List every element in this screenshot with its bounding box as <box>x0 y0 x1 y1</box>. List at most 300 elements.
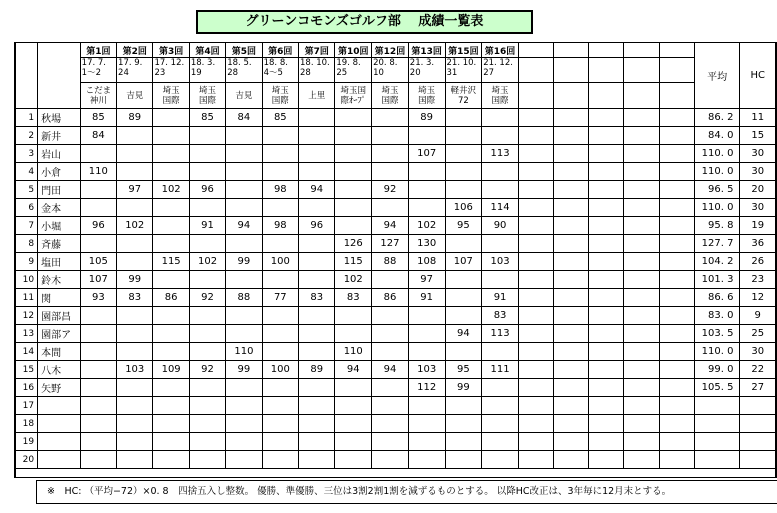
score-cell: 77 <box>262 289 298 307</box>
score-cell <box>299 235 335 253</box>
player-name: 岩山 <box>38 145 81 163</box>
score-cell <box>153 163 189 181</box>
player-hc: 26 <box>740 253 776 271</box>
score-cell <box>226 325 262 343</box>
venue-line: 国際 <box>491 95 509 106</box>
empty-score-cell <box>518 109 553 127</box>
empty-score-cell <box>554 181 589 199</box>
score-cell <box>445 451 482 469</box>
score-cell <box>335 433 372 451</box>
score-cell: 107 <box>445 253 482 271</box>
score-cell <box>226 415 262 433</box>
score-cell <box>117 451 153 469</box>
empty-venue-cell <box>518 83 553 109</box>
empty-score-cell <box>624 415 659 433</box>
venue-line: 国際 <box>199 95 217 106</box>
score-cell: 91 <box>189 217 225 235</box>
empty-score-cell <box>589 433 624 451</box>
round-venue <box>335 83 372 109</box>
player-row <box>15 361 776 379</box>
score-cell <box>117 253 153 271</box>
score-cell <box>335 451 372 469</box>
player-hc: 12 <box>740 289 776 307</box>
player-number: 5 <box>15 181 38 199</box>
date-line: 21. 3. <box>409 58 435 68</box>
player-row <box>15 325 776 343</box>
score-cell: 110 <box>226 343 262 361</box>
score-cell <box>482 451 519 469</box>
score-cell: 86 <box>153 289 189 307</box>
score-cell: 86 <box>372 289 409 307</box>
empty-score-cell <box>518 235 553 253</box>
score-cell <box>445 343 482 361</box>
score-cell <box>408 199 445 217</box>
score-cell: 108 <box>408 253 445 271</box>
score-cell: 84 <box>80 127 116 145</box>
score-cell: 92 <box>372 181 409 199</box>
score-cell <box>153 415 189 433</box>
score-cell: 83 <box>117 289 153 307</box>
player-average: 127. 7 <box>694 235 740 253</box>
player-number: 1 <box>15 109 38 127</box>
score-cell <box>445 433 482 451</box>
empty-score-cell <box>624 253 659 271</box>
score-cell <box>153 145 189 163</box>
player-average: 110. 0 <box>694 343 740 361</box>
player-hc: 27 <box>740 379 776 397</box>
score-cell <box>262 397 298 415</box>
score-cell <box>372 379 409 397</box>
player-name: 小倉 <box>38 163 81 181</box>
date-line: 19. 8. <box>336 58 361 68</box>
score-cell <box>372 163 409 181</box>
round-date <box>335 58 372 83</box>
date-line: 31 <box>446 68 458 78</box>
player-average: 105. 5 <box>694 379 740 397</box>
empty-round-cell <box>554 43 589 58</box>
score-cell <box>80 181 116 199</box>
empty-score-cell <box>554 271 589 289</box>
score-cell <box>189 199 225 217</box>
round-venue <box>153 83 189 109</box>
score-cell: 102 <box>335 271 372 289</box>
empty-score-cell <box>659 397 694 415</box>
score-cell <box>372 127 409 145</box>
score-cell <box>153 379 189 397</box>
empty-score-cell <box>518 397 553 415</box>
player-row <box>15 109 776 127</box>
player-hc: 15 <box>740 127 776 145</box>
score-cell <box>482 415 519 433</box>
round-venue <box>226 83 262 109</box>
round-label: 第3回 <box>153 43 189 58</box>
player-number: 3 <box>15 145 38 163</box>
score-cell <box>262 379 298 397</box>
score-cell <box>117 145 153 163</box>
empty-score-cell <box>659 415 694 433</box>
venue-line: 上里 <box>308 90 326 101</box>
venue-line: 72 <box>457 95 469 106</box>
player-row <box>15 163 776 181</box>
score-cell <box>189 397 225 415</box>
date-line: 1〜2 <box>81 68 101 78</box>
date-line: 28 <box>227 68 239 78</box>
player-average: 84. 0 <box>694 127 740 145</box>
score-cell <box>189 343 225 361</box>
player-name: 斉藤 <box>38 235 81 253</box>
date-line: 21. 12. <box>483 58 513 68</box>
empty-score-cell <box>589 397 624 415</box>
empty-score-cell <box>589 181 624 199</box>
score-cell: 85 <box>262 109 298 127</box>
round-venue <box>372 83 409 109</box>
player-row <box>15 199 776 217</box>
score-cell <box>189 307 225 325</box>
venue-line: 埼玉 <box>491 85 509 96</box>
empty-score-cell <box>554 289 589 307</box>
score-cell <box>445 145 482 163</box>
empty-score-cell <box>624 379 659 397</box>
score-cell <box>262 307 298 325</box>
score-cell: 83 <box>482 307 519 325</box>
round-venue <box>189 83 225 109</box>
player-hc <box>740 433 776 451</box>
score-cell <box>189 163 225 181</box>
player-number: 10 <box>15 271 38 289</box>
player-name: 本間 <box>38 343 81 361</box>
player-hc: 9 <box>740 307 776 325</box>
score-cell <box>372 325 409 343</box>
player-row <box>15 235 776 253</box>
player-row <box>15 217 776 235</box>
empty-score-cell <box>624 433 659 451</box>
date-line: 19 <box>190 68 202 78</box>
empty-score-cell <box>589 253 624 271</box>
score-cell <box>408 181 445 199</box>
score-cell <box>189 433 225 451</box>
player-name: 関 <box>38 289 81 307</box>
score-cell <box>226 451 262 469</box>
player-row <box>15 433 776 451</box>
player-average <box>694 451 740 469</box>
score-cell <box>299 379 335 397</box>
empty-score-cell <box>589 235 624 253</box>
player-row <box>15 271 776 289</box>
score-cell <box>262 163 298 181</box>
score-cell: 95 <box>445 217 482 235</box>
score-cell <box>117 343 153 361</box>
empty-round-cell <box>659 43 694 58</box>
empty-score-cell <box>589 361 624 379</box>
score-cell <box>335 163 372 181</box>
round-venue <box>80 83 116 109</box>
player-row <box>15 397 776 415</box>
venue-line: 国際 <box>271 95 289 106</box>
empty-score-cell <box>518 145 553 163</box>
venue-line: 国際 <box>162 95 180 106</box>
score-cell <box>80 361 116 379</box>
score-cell <box>226 307 262 325</box>
score-cell: 99 <box>117 271 153 289</box>
score-cell <box>262 127 298 145</box>
player-name <box>38 415 81 433</box>
venue-line: 埼玉 <box>381 85 399 96</box>
player-row <box>15 379 776 397</box>
score-cell <box>482 397 519 415</box>
score-table <box>14 42 777 478</box>
score-cell <box>372 433 409 451</box>
empty-round-cell <box>518 43 553 58</box>
player-row <box>15 307 776 325</box>
empty-score-cell <box>518 451 553 469</box>
player-name <box>38 433 81 451</box>
score-cell <box>226 199 262 217</box>
score-cell: 98 <box>262 181 298 199</box>
empty-score-cell <box>518 361 553 379</box>
score-cell: 94 <box>372 217 409 235</box>
empty-score-cell <box>659 163 694 181</box>
empty-round-cell <box>624 43 659 58</box>
empty-score-cell <box>554 199 589 217</box>
venue-line: 埼玉 <box>199 85 217 96</box>
date-line: 10 <box>373 68 384 78</box>
score-cell: 96 <box>299 217 335 235</box>
score-cell <box>80 145 116 163</box>
empty-score-cell <box>518 325 553 343</box>
round-label: 第10回 <box>335 43 372 58</box>
round-label: 第15回 <box>445 43 482 58</box>
empty-score-cell <box>624 181 659 199</box>
player-average: 110. 0 <box>694 145 740 163</box>
score-cell: 102 <box>189 253 225 271</box>
score-cell <box>372 307 409 325</box>
score-cell <box>482 127 519 145</box>
score-cell <box>80 199 116 217</box>
player-number: 19 <box>15 433 38 451</box>
score-cell: 89 <box>299 361 335 379</box>
player-name: 八木 <box>38 361 81 379</box>
score-cell: 113 <box>482 325 519 343</box>
empty-score-cell <box>518 217 553 235</box>
empty-score-cell <box>624 325 659 343</box>
score-cell <box>117 433 153 451</box>
player-name: 秋場 <box>38 109 81 127</box>
score-cell: 115 <box>335 253 372 271</box>
venue-line: 国際 <box>418 95 436 106</box>
empty-score-cell <box>518 253 553 271</box>
score-cell: 84 <box>226 109 262 127</box>
score-cell <box>226 397 262 415</box>
player-number: 2 <box>15 127 38 145</box>
player-average: 95. 8 <box>694 217 740 235</box>
round-venue <box>482 83 519 109</box>
score-cell <box>80 235 116 253</box>
player-average: 86. 6 <box>694 289 740 307</box>
score-cell: 99 <box>445 379 482 397</box>
score-cell <box>445 127 482 145</box>
score-cell: 126 <box>335 235 372 253</box>
round-label: 第2回 <box>117 43 153 58</box>
empty-score-cell <box>659 109 694 127</box>
player-name: 新井 <box>38 127 81 145</box>
score-cell <box>335 145 372 163</box>
score-cell <box>226 235 262 253</box>
player-row <box>15 451 776 469</box>
empty-score-cell <box>518 199 553 217</box>
score-cell: 107 <box>408 145 445 163</box>
score-cell <box>445 163 482 181</box>
round-date <box>226 58 262 83</box>
date-line: 17. 7. <box>81 58 106 68</box>
player-average <box>694 397 740 415</box>
empty-score-cell <box>554 379 589 397</box>
player-average: 103. 5 <box>694 325 740 343</box>
venue-line: 吉見 <box>126 90 144 101</box>
score-cell: 83 <box>299 289 335 307</box>
player-name: 小堀 <box>38 217 81 235</box>
score-cell <box>117 415 153 433</box>
empty-score-cell <box>554 163 589 181</box>
score-cell <box>80 307 116 325</box>
score-cell <box>80 415 116 433</box>
empty-score-cell <box>624 163 659 181</box>
score-cell <box>80 451 116 469</box>
empty-score-cell <box>659 271 694 289</box>
score-cell <box>335 217 372 235</box>
date-line: 4〜5 <box>263 68 283 78</box>
round-label: 第12回 <box>372 43 409 58</box>
player-number: 9 <box>15 253 38 271</box>
player-average: 83. 0 <box>694 307 740 325</box>
score-cell <box>153 343 189 361</box>
player-number: 6 <box>15 199 38 217</box>
empty-score-cell <box>624 307 659 325</box>
player-number: 13 <box>15 325 38 343</box>
score-cell <box>482 271 519 289</box>
round-label: 第7回 <box>299 43 335 58</box>
page-title: グリーンコモンズゴルフ部 成績一覧表 <box>196 10 533 34</box>
score-cell <box>189 379 225 397</box>
player-name <box>38 451 81 469</box>
round-date <box>80 58 116 83</box>
empty-venue-cell <box>554 83 589 109</box>
score-cell <box>335 379 372 397</box>
player-average: 110. 0 <box>694 199 740 217</box>
round-venue <box>408 83 445 109</box>
player-number: 20 <box>15 451 38 469</box>
venue-line: 埼玉国 <box>340 85 366 96</box>
empty-score-cell <box>659 361 694 379</box>
player-number: 15 <box>15 361 38 379</box>
round-venue <box>445 83 482 109</box>
score-cell: 112 <box>408 379 445 397</box>
score-cell: 94 <box>335 361 372 379</box>
score-cell <box>299 127 335 145</box>
player-hc: 30 <box>740 343 776 361</box>
round-venue <box>299 83 335 109</box>
date-line: 23 <box>154 68 166 78</box>
empty-score-cell <box>659 379 694 397</box>
corner-cell <box>15 43 38 109</box>
score-cell <box>226 145 262 163</box>
spacer-cell <box>15 469 776 478</box>
round-date <box>117 58 153 83</box>
score-cell <box>372 145 409 163</box>
player-row <box>15 343 776 361</box>
score-cell <box>299 307 335 325</box>
player-average: 99. 0 <box>694 361 740 379</box>
score-cell <box>189 415 225 433</box>
empty-score-cell <box>589 271 624 289</box>
date-line: 18. 3. <box>190 58 216 68</box>
score-cell <box>226 127 262 145</box>
empty-score-cell <box>554 451 589 469</box>
score-cell <box>262 235 298 253</box>
round-label: 第4回 <box>189 43 225 58</box>
player-number: 14 <box>15 343 38 361</box>
empty-date-cell <box>589 58 624 83</box>
empty-score-cell <box>624 217 659 235</box>
score-cell: 89 <box>117 109 153 127</box>
player-name: 金本 <box>38 199 81 217</box>
score-cell <box>335 127 372 145</box>
player-number: 12 <box>15 307 38 325</box>
date-line: 18. 8. <box>263 58 288 68</box>
score-cell <box>445 181 482 199</box>
player-hc: 19 <box>740 217 776 235</box>
venue-line: 埼玉 <box>162 85 180 96</box>
score-cell <box>299 163 335 181</box>
score-cell <box>408 127 445 145</box>
date-line: 24 <box>118 68 129 78</box>
score-cell: 99 <box>226 361 262 379</box>
score-cell: 110 <box>80 163 116 181</box>
date-line: 28 <box>300 68 311 78</box>
score-cell <box>299 109 335 127</box>
score-cell <box>299 145 335 163</box>
venue-line: 埼玉 <box>271 85 289 96</box>
score-cell: 96 <box>80 217 116 235</box>
empty-score-cell <box>659 433 694 451</box>
empty-score-cell <box>589 163 624 181</box>
score-cell <box>117 199 153 217</box>
score-cell <box>226 181 262 199</box>
empty-score-cell <box>659 451 694 469</box>
round-date <box>445 58 482 83</box>
score-cell <box>153 307 189 325</box>
empty-score-cell <box>518 163 553 181</box>
date-line: 18. 5. <box>227 58 252 68</box>
empty-venue-cell <box>589 83 624 109</box>
round-date <box>372 58 409 83</box>
score-cell: 114 <box>482 199 519 217</box>
empty-date-cell <box>554 58 589 83</box>
round-date <box>482 58 519 83</box>
score-cell <box>299 397 335 415</box>
player-number: 18 <box>15 415 38 433</box>
player-average: 86. 2 <box>694 109 740 127</box>
empty-venue-cell <box>624 83 659 109</box>
player-hc: 25 <box>740 325 776 343</box>
empty-date-cell <box>624 58 659 83</box>
empty-score-cell <box>589 325 624 343</box>
empty-score-cell <box>659 289 694 307</box>
player-name: 園部ア <box>38 325 81 343</box>
player-average: 101. 3 <box>694 271 740 289</box>
player-hc: 30 <box>740 163 776 181</box>
score-cell <box>335 109 372 127</box>
round-label: 第5回 <box>226 43 262 58</box>
